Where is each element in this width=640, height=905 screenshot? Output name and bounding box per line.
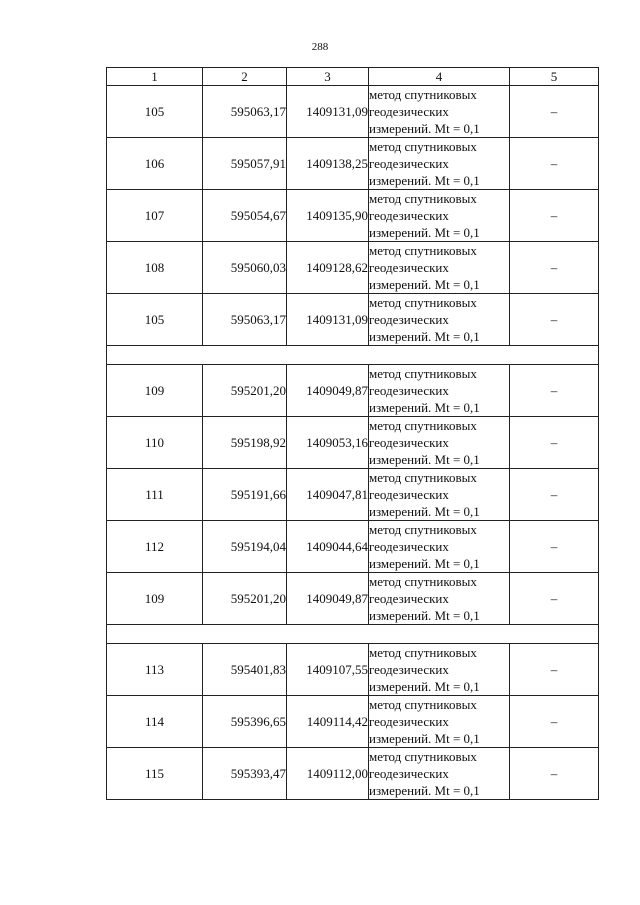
method-cell: метод спутниковых геодезических измерений. Mt = 0,1 — [369, 469, 510, 521]
y-coordinate-cell: 1409114,42 — [287, 696, 369, 748]
table-row — [107, 190, 599, 242]
point-number-cell: 109 — [107, 365, 203, 417]
point-number-cell: 105 — [107, 294, 203, 346]
note-cell: – — [510, 417, 599, 469]
x-coordinate-cell: 595057,91 — [203, 138, 287, 190]
point-number-cell: 106 — [107, 138, 203, 190]
x-coordinate-cell: 595393,47 — [203, 748, 287, 800]
column-header-1: 1 — [107, 68, 203, 86]
y-coordinate-cell: 1409135,90 — [287, 190, 369, 242]
table-row — [107, 469, 599, 521]
note-cell: – — [510, 86, 599, 138]
method-cell: метод спутниковых геодезических измерений. Mt = 0,1 — [369, 294, 510, 346]
note-cell: – — [510, 138, 599, 190]
y-coordinate-cell: 1409128,62 — [287, 242, 369, 294]
x-coordinate-cell: 595054,67 — [203, 190, 287, 242]
table-row — [107, 521, 599, 573]
table-row — [107, 242, 599, 294]
method-cell: метод спутниковых геодезических измерений. Mt = 0,1 — [369, 86, 510, 138]
y-coordinate-cell: 1409044,64 — [287, 521, 369, 573]
method-cell: метод спутниковых геодезических измерений. Mt = 0,1 — [369, 573, 510, 625]
page-number: 288 — [311, 41, 329, 53]
table-row — [107, 573, 599, 625]
table-row — [107, 138, 599, 190]
point-number-cell: 111 — [107, 469, 203, 521]
x-coordinate-cell: 595201,20 — [203, 573, 287, 625]
y-coordinate-cell: 1409131,09 — [287, 86, 369, 138]
column-header-4: 4 — [369, 68, 510, 86]
note-cell: – — [510, 696, 599, 748]
point-number-cell: 113 — [107, 644, 203, 696]
note-cell: – — [510, 365, 599, 417]
column-header-5: 5 — [510, 68, 599, 86]
method-cell: метод спутниковых геодезических измерений. Mt = 0,1 — [369, 365, 510, 417]
y-coordinate-cell: 1409047,81 — [287, 469, 369, 521]
point-number-cell: 112 — [107, 521, 203, 573]
note-cell: – — [510, 748, 599, 800]
coordinates-table — [106, 67, 599, 800]
table-row — [107, 644, 599, 696]
note-cell: – — [510, 521, 599, 573]
method-cell: метод спутниковых геодезических измерений. Mt = 0,1 — [369, 696, 510, 748]
point-number-cell: 115 — [107, 748, 203, 800]
separator-cell — [107, 346, 599, 365]
y-coordinate-cell: 1409049,87 — [287, 365, 369, 417]
note-cell: – — [510, 242, 599, 294]
x-coordinate-cell: 595063,17 — [203, 294, 287, 346]
note-cell: – — [510, 469, 599, 521]
group-separator-row — [107, 346, 599, 365]
group-separator-row — [107, 625, 599, 644]
table-row — [107, 294, 599, 346]
x-coordinate-cell: 595191,66 — [203, 469, 287, 521]
x-coordinate-cell: 595060,03 — [203, 242, 287, 294]
method-cell: метод спутниковых геодезических измерений. Mt = 0,1 — [369, 190, 510, 242]
note-cell: – — [510, 573, 599, 625]
note-cell: – — [510, 644, 599, 696]
table-body — [107, 86, 599, 800]
y-coordinate-cell: 1409138,25 — [287, 138, 369, 190]
method-cell: метод спутниковых геодезических измерений. Mt = 0,1 — [369, 417, 510, 469]
x-coordinate-cell: 595198,92 — [203, 417, 287, 469]
point-number-cell: 109 — [107, 573, 203, 625]
point-number-cell: 108 — [107, 242, 203, 294]
y-coordinate-cell: 1409053,16 — [287, 417, 369, 469]
point-number-cell: 105 — [107, 86, 203, 138]
method-cell: метод спутниковых геодезических измерений. Mt = 0,1 — [369, 138, 510, 190]
point-number-cell: 110 — [107, 417, 203, 469]
table-row — [107, 365, 599, 417]
point-number-cell: 114 — [107, 696, 203, 748]
x-coordinate-cell: 595401,83 — [203, 644, 287, 696]
x-coordinate-cell: 595201,20 — [203, 365, 287, 417]
point-number-cell: 107 — [107, 190, 203, 242]
method-cell: метод спутниковых геодезических измерений. Mt = 0,1 — [369, 242, 510, 294]
column-header-3: 3 — [287, 68, 369, 86]
note-cell: – — [510, 294, 599, 346]
x-coordinate-cell: 595063,17 — [203, 86, 287, 138]
method-cell: метод спутниковых геодезических измерений. Mt = 0,1 — [369, 644, 510, 696]
method-cell: метод спутниковых геодезических измерений. Mt = 0,1 — [369, 748, 510, 800]
y-coordinate-cell: 1409131,09 — [287, 294, 369, 346]
method-cell: метод спутниковых геодезических измерений. Mt = 0,1 — [369, 521, 510, 573]
table-row — [107, 696, 599, 748]
y-coordinate-cell: 1409112,00 — [287, 748, 369, 800]
column-header-2: 2 — [203, 68, 287, 86]
x-coordinate-cell: 595194,04 — [203, 521, 287, 573]
separator-cell — [107, 625, 599, 644]
x-coordinate-cell: 595396,65 — [203, 696, 287, 748]
note-cell: – — [510, 190, 599, 242]
header-row — [107, 68, 599, 86]
y-coordinate-cell: 1409107,55 — [287, 644, 369, 696]
table-row — [107, 748, 599, 800]
table-row — [107, 86, 599, 138]
y-coordinate-cell: 1409049,87 — [287, 573, 369, 625]
table-row — [107, 417, 599, 469]
